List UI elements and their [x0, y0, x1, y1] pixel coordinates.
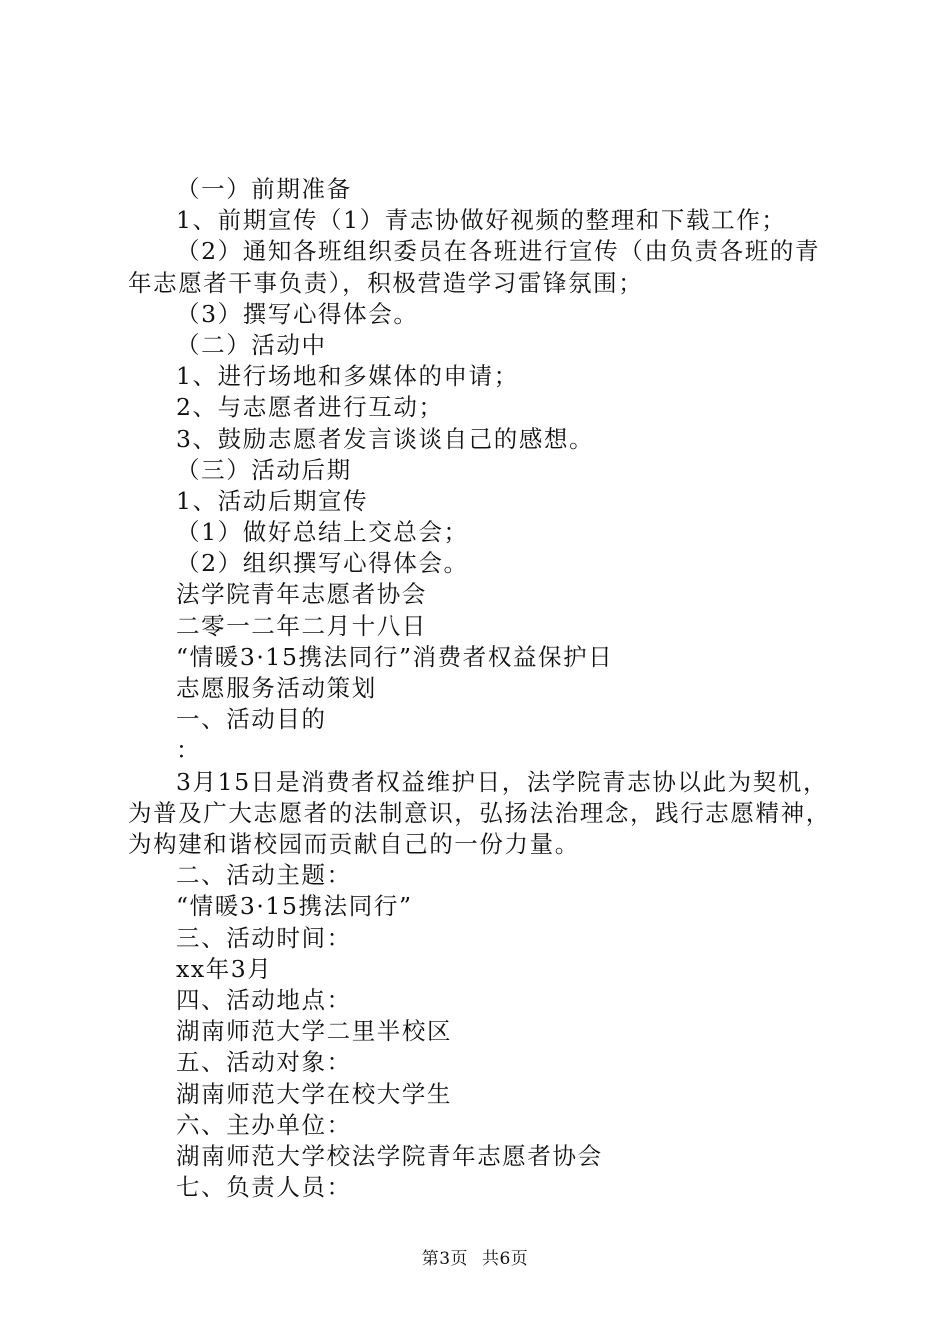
section-heading-preparation: （一）前期准备	[176, 175, 352, 203]
text-paragraph: （2）通知各班组织委员在各班进行宣传（由负责各班的青年志愿者干事负责），积极营造学习雷锋氛围；	[128, 237, 821, 297]
text-line: 湖南师范大学二里半校区	[176, 1017, 453, 1046]
text-line: xx年3月	[176, 954, 273, 983]
text-line: （2）组织撰写心得体会。	[176, 549, 469, 578]
text-line: ：	[176, 736, 202, 765]
section-heading-audience: 五、活动对象：	[176, 1048, 352, 1077]
text-line: 湖南师范大学校法学院青年志愿者协会	[176, 1141, 603, 1170]
page-footer	[0, 1244, 950, 1269]
page-number: 第3页	[421, 1249, 469, 1269]
text-line: 1、前期宣传（1）青志协做好视频的整理和下载工作；	[176, 206, 787, 235]
text-paragraph: 3月15日是消费者权益维护日，法学院青志协以此为契机，为普及广大志愿者的法制意识，弘扬法治理念，践行志愿精神，为构建和谐校园而贡献自己的一份力量。	[128, 767, 831, 858]
signature-organization: 法学院青年志愿者协会	[176, 580, 427, 609]
signature-date: 二零一二年二月十八日	[176, 611, 427, 640]
text-line: 2、与志愿者进行互动；	[176, 393, 444, 422]
page-total: 共6页	[481, 1249, 529, 1269]
text-line: 1、进行场地和多媒体的申请；	[176, 362, 519, 391]
document-title: “情暖3·15携法同行”消费者权益保护日	[176, 642, 614, 671]
document-body	[128, 174, 840, 1203]
section-heading-location: 四、活动地点：	[176, 985, 352, 1014]
document-subtitle: 志愿服务活动策划	[176, 674, 377, 703]
section-heading-after: （三）活动后期	[176, 455, 352, 484]
text-line: 1、活动后期宣传	[176, 486, 369, 515]
section-heading-theme: 二、活动主题：	[176, 861, 352, 890]
section-heading-staff: 七、负责人员：	[176, 1173, 352, 1202]
text-line: 3、鼓励志愿者发言谈谈自己的感想。	[176, 424, 595, 453]
section-heading-purpose: 一、活动目的	[176, 705, 327, 734]
text-line: “情暖3·15携法同行”	[176, 892, 413, 921]
section-heading-during: （二）活动中	[176, 330, 327, 359]
text-line: （3）撰写心得体会。	[176, 299, 419, 328]
text-line: 湖南师范大学在校大学生	[176, 1079, 453, 1108]
text-line: （1）做好总结上交总会；	[176, 518, 469, 547]
section-heading-time: 三、活动时间：	[176, 923, 352, 952]
section-heading-organizer: 六、主办单位：	[176, 1110, 352, 1139]
